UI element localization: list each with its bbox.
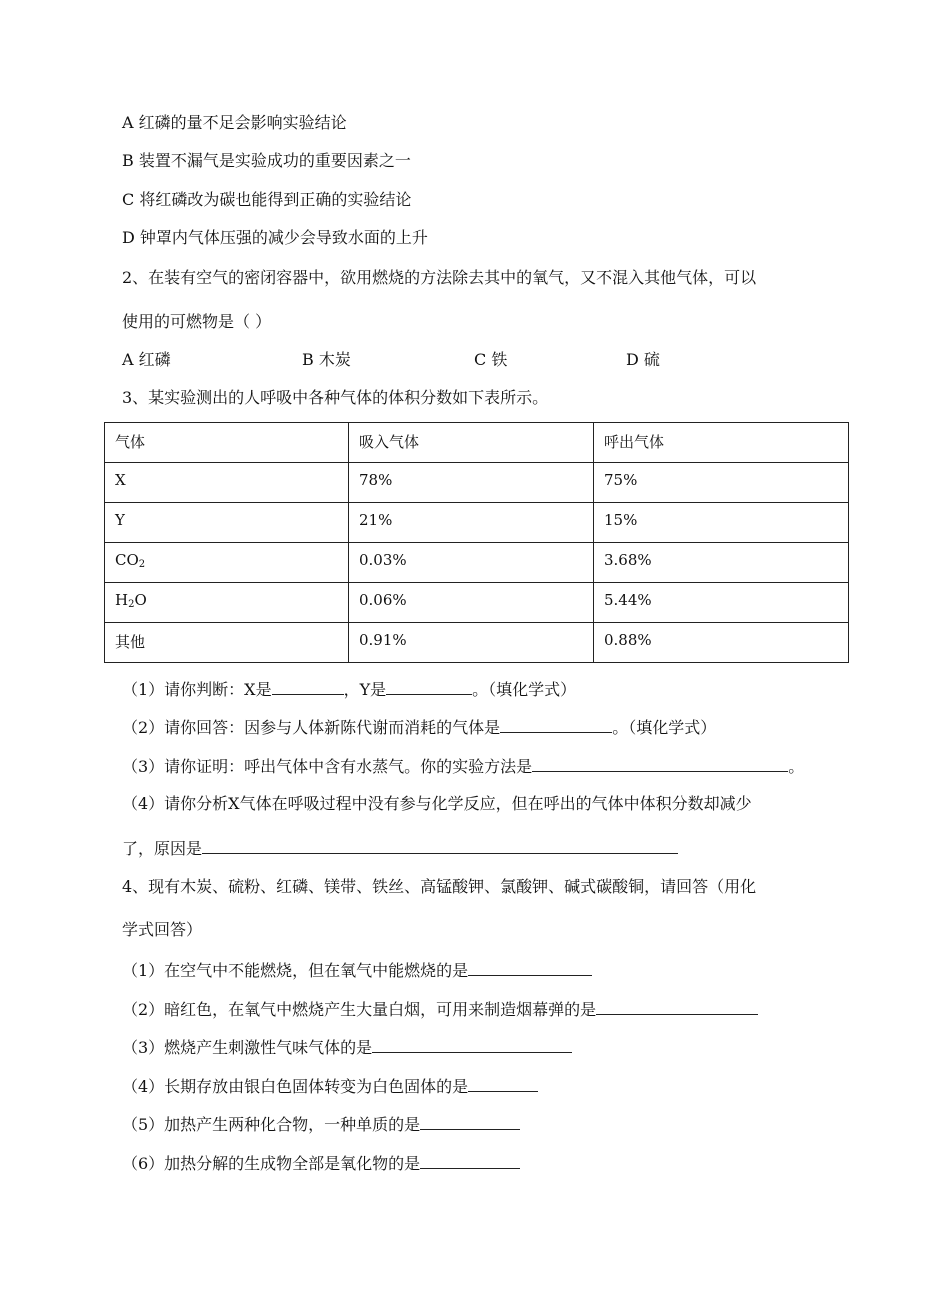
q3-sub4-line2: [122, 837, 678, 859]
q3-intro: 3、某实验测出的人呼吸中各种气体的体积分数如下表所示。: [122, 388, 549, 407]
answer-blank[interactable]: [596, 998, 758, 1015]
q4-sub2: [122, 998, 758, 1020]
header-gas: 气体: [105, 423, 349, 463]
formula-subscript: 2: [128, 599, 135, 610]
gas-volume-table: [104, 422, 849, 663]
exhaled-cell: 3.68%: [594, 543, 849, 583]
formula-subscript: 2: [138, 559, 146, 570]
q3-sub3: [122, 755, 804, 777]
q3-sub2-tail: 。（填化学式）: [612, 718, 717, 737]
q3-sub2: [122, 716, 716, 738]
q2-option-c: C 铁: [474, 350, 508, 369]
table-header-row: [105, 423, 849, 463]
table-row: [105, 463, 849, 503]
formula-pre: H: [115, 591, 129, 609]
exhaled-cell: 0.88%: [594, 623, 849, 663]
answer-blank[interactable]: [202, 837, 678, 854]
exhaled-cell: 75%: [594, 463, 849, 503]
q4-stem-line1: 4、现有木炭、硫粉、红磷、镁带、铁丝、高锰酸钾、氯酸钾、碱式碳酸铜，请回答（用化: [122, 877, 757, 896]
q2-option-a: A 红磷: [122, 350, 171, 369]
gas-cell: X: [105, 463, 349, 503]
q4-sub3: [122, 1036, 572, 1058]
answer-blank[interactable]: [500, 716, 612, 733]
gas-cell: [105, 543, 349, 583]
q4-sub4: [122, 1075, 538, 1097]
q3-sub1-tail: 。（填化学式）: [472, 680, 577, 699]
inhaled-cell: 78%: [349, 463, 594, 503]
answer-blank[interactable]: [372, 1036, 572, 1053]
q3-sub4-line1: （4）请你分析X气体在呼吸过程中没有参与化学反应，但在呼出的气体中体积分数却减少: [122, 794, 752, 813]
q3-sub1-mid: ，Y是: [343, 680, 387, 699]
q4-sub6-prompt: （6）加热分解的生成物全部是氧化物的是: [122, 1154, 421, 1173]
q1-option-d: D 钟罩内气体压强的减少会导致水面的上升: [122, 228, 428, 247]
q1-option-a: A 红磷的量不足会影响实验结论: [122, 113, 347, 132]
q4-sub1: [122, 959, 592, 981]
table-row: [105, 583, 849, 623]
inhaled-cell: 0.06%: [349, 583, 594, 623]
header-exhaled: 呼出气体: [594, 423, 849, 463]
header-inhaled: 吸入气体: [349, 423, 594, 463]
q3-sub1: [122, 678, 576, 700]
inhaled-cell: 21%: [349, 503, 594, 543]
q2-stem-line2: 使用的可燃物是（ ）: [122, 312, 272, 331]
answer-blank-x[interactable]: [272, 678, 344, 695]
q3-sub4-prompt: 了，原因是: [122, 839, 203, 858]
table-row: [105, 623, 849, 663]
table-row: [105, 543, 849, 583]
q4-sub1-prompt: （1）在空气中不能燃烧，但在氧气中能燃烧的是: [122, 961, 469, 980]
gas-cell: [105, 583, 349, 623]
answer-blank[interactable]: [468, 1075, 538, 1092]
q3-sub2-prompt: （2）请你回答：因参与人体新陈代谢而消耗的气体是: [122, 718, 501, 737]
answer-blank-y[interactable]: [386, 678, 472, 695]
answer-blank[interactable]: [420, 1152, 520, 1169]
q4-sub6: [122, 1152, 520, 1174]
answer-blank[interactable]: [420, 1113, 520, 1130]
q4-stem-line2: 学式回答）: [122, 920, 203, 939]
formula-main: CO: [115, 551, 139, 569]
q2-option-d: D 硫: [626, 350, 660, 369]
q4-sub3-prompt: （3）燃烧产生刺激性气味气体的是: [122, 1038, 373, 1057]
q2-option-b: B 木炭: [302, 350, 351, 369]
answer-blank[interactable]: [532, 755, 788, 772]
q2-stem-line1: 2、在装有空气的密闭容器中，欲用燃烧的方法除去其中的氧气，又不混入其他气体，可以: [122, 268, 757, 287]
inhaled-cell: 0.03%: [349, 543, 594, 583]
q3-sub3-prompt: （3）请你证明：呼出气体中含有水蒸气。你的实验方法是: [122, 757, 533, 776]
table-row: [105, 503, 849, 543]
q3-sub3-tail: 。: [788, 757, 805, 776]
exhaled-cell: 15%: [594, 503, 849, 543]
q1-option-c: C 将红磷改为碳也能得到正确的实验结论: [122, 190, 412, 209]
gas-cell: 其他: [105, 623, 349, 663]
q4-sub2-prompt: （2）暗红色，在氧气中燃烧产生大量白烟，可用来制造烟幕弹的是: [122, 1000, 597, 1019]
q4-sub5: [122, 1113, 520, 1135]
q4-sub5-prompt: （5）加热产生两种化合物，一种单质的是: [122, 1115, 421, 1134]
formula-post: O: [134, 591, 147, 609]
exhaled-cell: 5.44%: [594, 583, 849, 623]
q4-sub4-prompt: （4）长期存放由银白色固体转变为白色固体的是: [122, 1077, 469, 1096]
inhaled-cell: 0.91%: [349, 623, 594, 663]
q1-option-b: B 装置不漏气是实验成功的重要因素之一: [122, 151, 411, 170]
q3-sub1-prompt: （1）请你判断：X是: [122, 680, 272, 699]
gas-cell: Y: [105, 503, 349, 543]
answer-blank[interactable]: [468, 959, 592, 976]
